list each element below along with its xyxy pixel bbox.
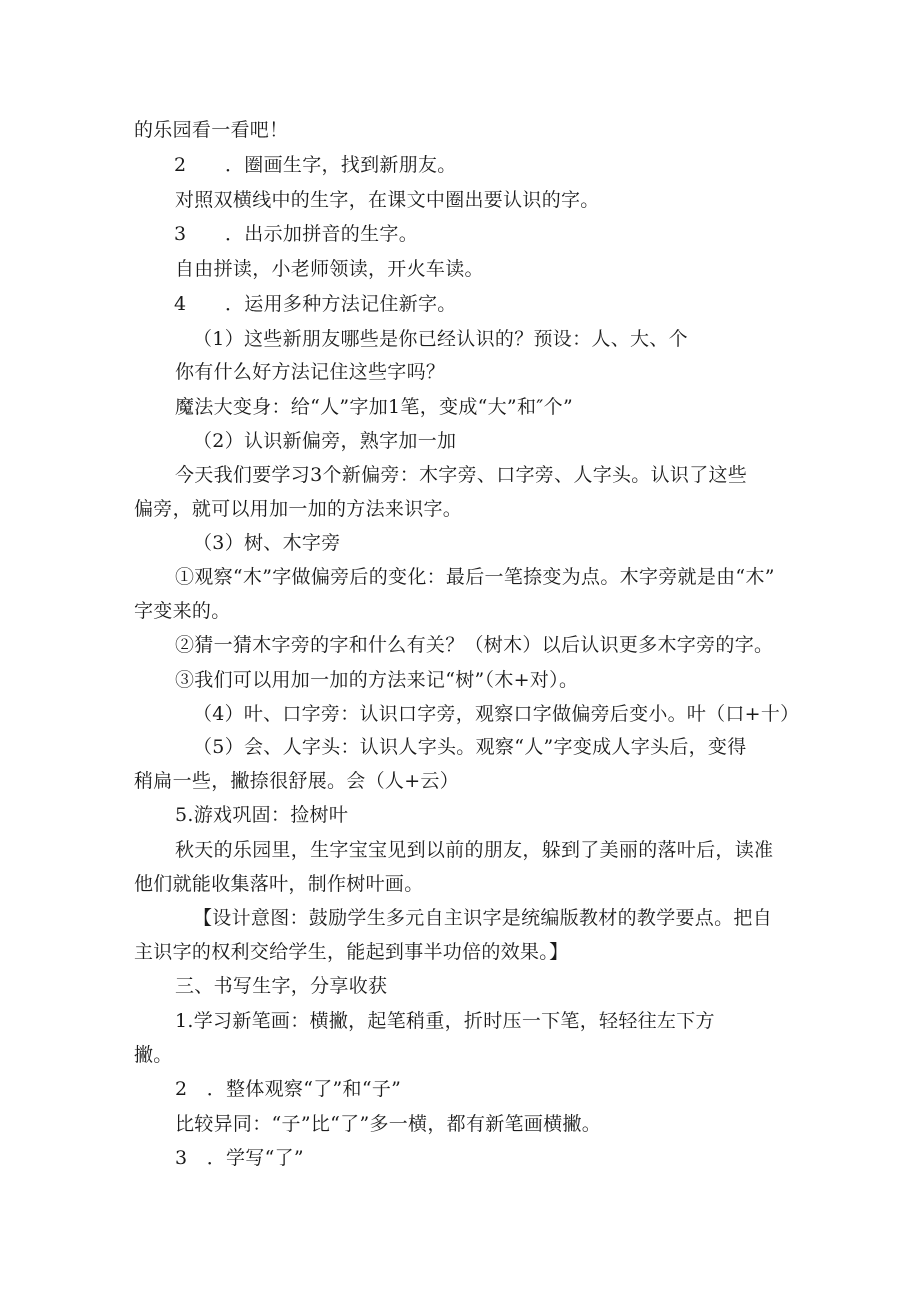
text-line: 3 ．出示加拼音的生字。 — [174, 223, 418, 245]
text-line: （1）这些新朋友哪些是你已经认识的？预设：人、大、个 — [193, 328, 688, 350]
text-line: 【设计意图：鼓励学生多元自主识字是统编版教材的教学要点。把自 — [193, 907, 773, 929]
text-line: 他们就能收集落叶，制作树叶画。 — [134, 873, 424, 895]
text-line: （2）认识新偏旁，熟字加一加 — [193, 430, 457, 452]
text-line: 3 ．学写“了” — [175, 1147, 304, 1169]
text-line: ②猜一猜木字旁的字和什么有关？（树木）以后认识更多木字旁的字。 — [175, 634, 774, 656]
text-line: （5）会、人字头：认识人字头。观察“人”字变成人字头后，变得 — [193, 736, 747, 758]
text-line: 今天我们要学习3个新偏旁：木字旁、口字旁、人字头。认识了这些 — [175, 464, 748, 486]
text-line: ③我们可以用加一加的方法来记“树”（木+对）。 — [175, 669, 579, 691]
text-line: （4）叶、口字旁：认识口字旁，观察口字做偏旁后变小。叶（口+十） — [193, 703, 800, 725]
text-line: 稍扁一些，撇捺很舒展。会（人+云） — [134, 770, 460, 792]
text-line: 自由拼读，小老师领读，开火车读。 — [175, 258, 484, 280]
text-line: 撇。 — [134, 1044, 173, 1066]
text-line: 你有什么好方法记住这些字吗？ — [175, 361, 446, 383]
text-line: ①观察“木”字做偏旁后的变化：最后一笔捺变为点。木字旁就是由“木” — [175, 566, 775, 588]
text-line: 比较异同：“子”比“了”多一横，都有新笔画横撇。 — [175, 1113, 602, 1135]
text-line: 4 ．运用多种方法记住新字。 — [174, 293, 457, 315]
text-line: 对照双横线中的生字，在课文中圈出要认识的字。 — [175, 189, 600, 211]
text-line: 2 ．圈画生字，找到新朋友。 — [174, 154, 457, 176]
text-line: 的乐园看一看吧！ — [134, 119, 289, 141]
text-line: （3）树、木字旁 — [193, 532, 341, 554]
text-line: 魔法大变身：给“人”字加1笔，变成“大”和″个” — [175, 396, 573, 418]
text-line: 1.学习新笔画：横撇，起笔稍重，折时压一下笔，轻轻往左下方 — [175, 1010, 715, 1032]
text-line: 主识字的权利交给学生，能起到事半功倍的效果。】 — [134, 941, 569, 963]
text-line: 秋天的乐园里，生字宝宝见到以前的朋友，躲到了美丽的落叶后，读准 — [175, 839, 774, 861]
text-line: 字变来的。 — [134, 600, 231, 622]
text-line: 5.游戏巩固：捡树叶 — [175, 804, 349, 826]
text-line: 三、书写生字，分享收获 — [175, 975, 388, 997]
text-line: 2 ．整体观察“了”和“子” — [175, 1078, 402, 1100]
text-line: 偏旁，就可以用加一加的方法来识字。 — [134, 498, 463, 520]
